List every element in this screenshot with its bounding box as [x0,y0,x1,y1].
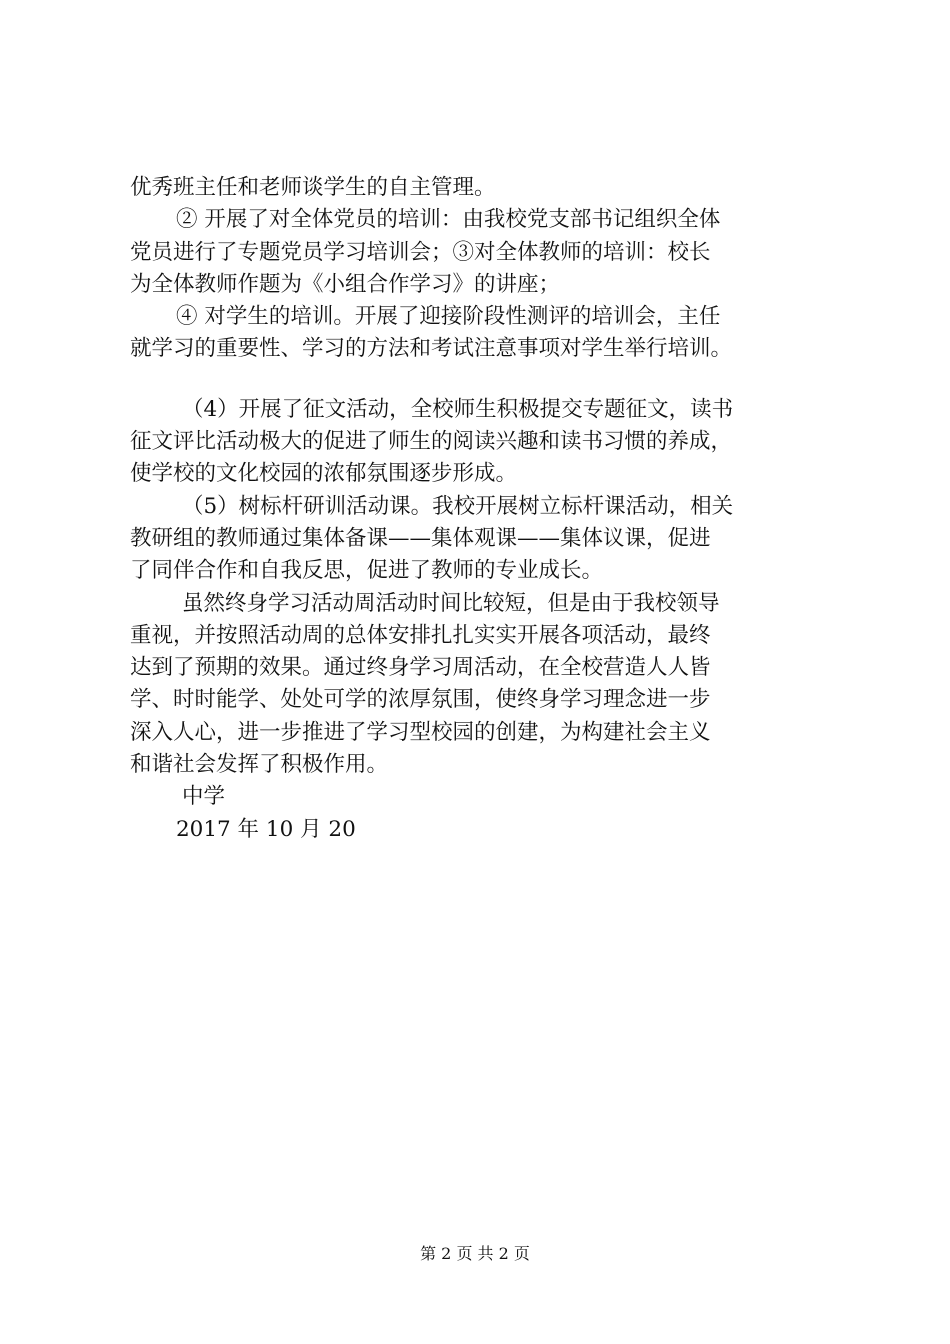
text-line: 了同伴合作和自我反思，促进了教师的专业成长。 [130,558,604,584]
text-line: 为全体教师作题为《小组合作学习》的讲座； [130,271,561,297]
text-line: 达到了预期的效果。通过终身学习周活动，在全校营造人人皆 [130,655,711,681]
text-line: 虽然终身学习活动周活动时间比较短，但是由于我校领导 [182,590,720,616]
paragraph-gap [130,366,850,394]
text-line: 深入人心，进一步推进了学习型校园的创建，为构建社会主义 [130,719,711,745]
text-line: 使学校的文化校园的浓郁氛围逐步形成。 [130,461,518,487]
text-line: 党员进行了专题党员学习培训会；③对全体教师的培训：校长 [130,239,711,265]
text-line: 就学习的重要性、学习的方法和考试注意事项对学生举行培训。 [130,336,733,362]
text-line: 学、时时能学、处处可学的浓厚氛围，使终身学习理念进一步 [130,687,711,713]
page-footer: 第 2 页 共 2 页 [420,1244,530,1263]
text-line: （4）开展了征文活动，全校师生积极提交专题征文，读书 [182,396,734,422]
text-line: ④ 对学生的培训。开展了迎接阶段性测评的培训会，主任 [176,304,721,330]
signature-date: 2017 年 10 月 20 [176,816,356,842]
text-line: （5）树标杆研训活动课。我校开展树立标杆课活动，相关 [182,493,734,519]
document-body [130,172,850,846]
signature-org: 中学 [182,784,226,810]
text-line: 和谐社会发挥了积极作用。 [130,752,389,778]
text-line: ② 开展了对全体党员的培训：由我校党支部书记组织全体 [176,207,721,233]
text-line: 教研组的教师通过集体备课——集体观课——集体议课，促进 [130,525,711,551]
text-line: 征文评比活动极大的促进了师生的阅读兴趣和读书习惯的养成， [130,429,733,455]
text-line: 优秀班主任和老师谈学生的自主管理。 [130,175,496,200]
text-line: 重视，并按照活动周的总体安排扎扎实实开展各项活动，最终 [130,622,711,648]
